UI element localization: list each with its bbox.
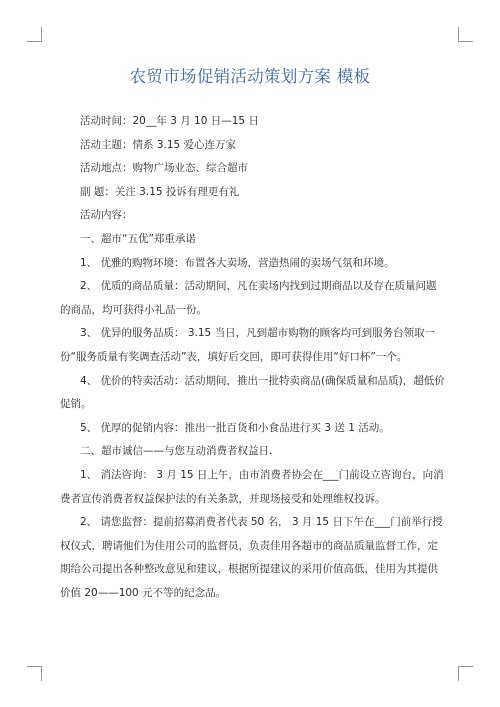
paragraph-item: 2、 优质的商品质量：活动期间，凡在卖场内找到过期商品以及存在质量问题的商品，均可获得小礼品一份。 xyxy=(60,280,437,316)
document-body xyxy=(60,110,445,605)
section-heading-2: 二、超市诚信——与您互动消费者权益日. xyxy=(80,445,273,458)
paragraph-item: 5、 优厚的促销内容：推出一批百货和小食品进行买 3 送 1 活动。 xyxy=(80,421,390,434)
activity-time: 活动时间：20__年 3 月 10 日—15 日 xyxy=(80,115,259,127)
paragraph-item: 3、 优异的服务品质： 3.15 当日，凡到超市购物的顾客均可到服务台领取一份“服务质量有奖调查活动”表，填好后交回，即可获得佳用“好口杯”一个。 xyxy=(60,327,436,363)
document-title: 农贸市场促销活动策划方案 模板 xyxy=(129,67,371,86)
paragraph-item: 2、 请您监督：提前招募消费者代表 50 名， 3 月 15 日下午在___门前举行授权仪式，聘请他们为佳用公司的监督员，负责佳用各超市的商品质量监督工作，定期给公司提出各种整改意见和建议，根据所提建议的采用价值高低，佳用为其提供价值 20——100 元不等的纪念品。 xyxy=(60,516,443,599)
activity-theme: 活动主题：情系 3.15 爱心连万家 xyxy=(80,138,237,151)
paragraph-item: 1、 优雅的购物环境：布置各大卖场，营造热闹的卖场气氛和环境。 xyxy=(80,256,395,269)
crop-mark-top-right xyxy=(458,27,473,42)
section-heading-1: 一、超市“五优”郑重承诺 xyxy=(80,232,196,245)
paragraph-item: 4、 优价的特卖活动：活动期间，推出一批特卖商品(确保质量和品质)，超低价促销。 xyxy=(60,374,445,411)
crop-mark-top-left xyxy=(27,27,42,42)
activity-subtitle: 副 题：关注 3.15 投诉有理更有礼 xyxy=(80,185,240,198)
crop-mark-bottom-right xyxy=(458,666,473,681)
paragraph-item: 1、 消法咨询： 3 月 15 日上午，由市消费者协会在___门前设立咨询台，向消费者宣传消费者权益保护法的有关条款，并现场接受和处理维权投诉。 xyxy=(60,468,444,505)
activity-content-heading: 活动内容： xyxy=(80,209,133,222)
crop-mark-bottom-left xyxy=(27,666,42,681)
activity-location: 活动地点：购物广场业态、综合超市 xyxy=(80,162,248,175)
